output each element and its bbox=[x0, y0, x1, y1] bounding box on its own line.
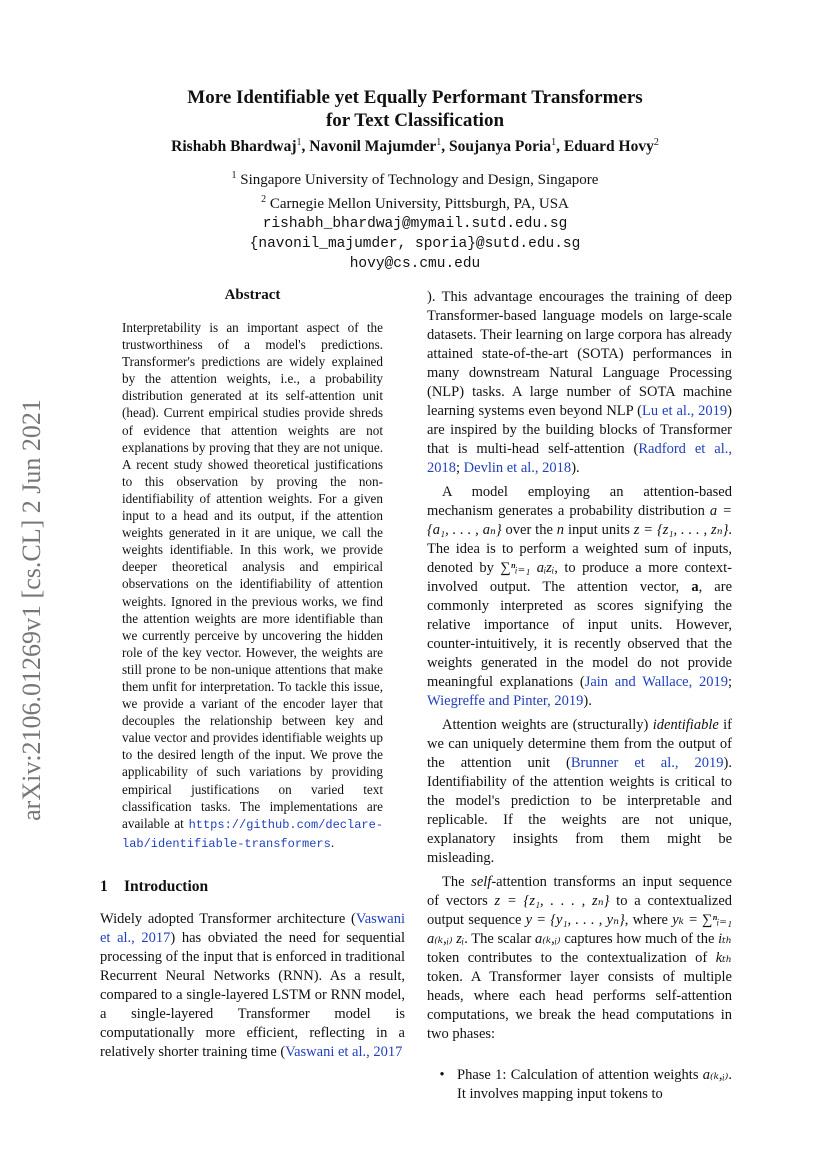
citation-link[interactable]: Jain and Wallace, 2019 bbox=[584, 674, 728, 690]
section-title: Introduction bbox=[124, 877, 209, 895]
bullet-text bbox=[457, 1066, 732, 1104]
affiliation-line bbox=[120, 190, 710, 214]
affiliation-text: Singapore University of Technology and Design, Singapore bbox=[240, 172, 599, 188]
intro-paragraph-3 bbox=[427, 716, 732, 868]
math-inline: z = {z₁, . . . , zₙ} bbox=[633, 522, 729, 538]
math-inline: yₖ = ∑ⁿᵢ₌₁ a₍ₖ,ᵢ₎ zᵢ bbox=[427, 912, 733, 947]
math-inline: a = {a₁, . . . , aₙ} bbox=[427, 503, 732, 538]
affiliation-line bbox=[120, 166, 710, 190]
author-affil-mark: 1 bbox=[436, 137, 442, 148]
text: ) are inspired by the building blocks of Transformer that is multi-head self-attention ( bbox=[427, 403, 732, 457]
math-inline: a₍ₖ,ᵢ₎ bbox=[702, 1067, 729, 1083]
text: . It involves mapping input tokens to bbox=[457, 1067, 732, 1102]
bullet-icon: • bbox=[439, 1067, 445, 1083]
text: ). bbox=[571, 460, 580, 476]
paper-title bbox=[120, 86, 710, 132]
math-inline: kₜₕ bbox=[715, 950, 732, 966]
author-name: Soujanya Poria bbox=[449, 138, 552, 156]
citation-link[interactable]: Vaswani et al., 2017 bbox=[285, 1043, 403, 1060]
math-inline: z = {z₁, . . . , zₙ} bbox=[494, 893, 610, 909]
text: , are commonly interpreted as scores signifying the relative importance of input units. However, counter-intuitively, it is recently observed that the weights generated in the model do not provide meaningful explanations ( bbox=[427, 579, 733, 690]
citation-link[interactable]: Lu et al., 2019 bbox=[641, 403, 728, 419]
section-number: 1 bbox=[100, 877, 108, 895]
title-line-2: for Text Classification bbox=[325, 110, 505, 131]
text: , to produce a more context-involved output. The attention vector, bbox=[427, 560, 732, 595]
emphasis: identifiable bbox=[652, 717, 719, 733]
affiliation-text: Carnegie Mellon University, Pittsburgh, PA, USA bbox=[269, 196, 569, 212]
citation-link[interactable]: Devlin et al., 2018 bbox=[463, 460, 572, 476]
code-repository-link[interactable]: https://github.com/declare-lab/identifiable-transformers bbox=[122, 817, 384, 851]
text: ). Identifiability of the attention weights is critical to the model's prediction to be interpretable and replicable. If the weights are not unique, explanatory insights from them might be misleading. bbox=[427, 755, 732, 866]
text: ). bbox=[583, 693, 592, 709]
author-affil-mark: 1 bbox=[551, 137, 557, 148]
text: Widely adopted Transformer architecture ( bbox=[100, 910, 356, 927]
citation-link[interactable]: Vaswani et al., 2017 bbox=[100, 910, 405, 946]
text: ; bbox=[456, 460, 464, 476]
affiliation-mark: 1 bbox=[231, 170, 237, 181]
math-inline: y = {y₁, . . . , yₙ} bbox=[525, 912, 625, 928]
section-heading-introduction bbox=[100, 877, 405, 896]
text: ). This advantage encourages the training of deep Transformer-based language models on large-scale datasets. Their learning on large corpora has already attained state-of-the-art (SOTA) performances in many downstream Natural Language Processing (NLP) tasks. A large number of SOTA machine learning systems even beyond NLP ( bbox=[427, 289, 732, 419]
intro-paragraph-4 bbox=[427, 873, 732, 1044]
email-line: rishabh_bhardwaj@mymail.sutd.edu.sg bbox=[262, 216, 568, 232]
author-list: Rishabh Bhardwaj$^1$, Navonil Majumder$^1$, Soujanya Poria$^1$, Eduard Hovy$^2$ bbox=[171, 137, 659, 156]
text: to a contextualized output sequence bbox=[427, 893, 733, 928]
author-name: Eduard Hovy bbox=[563, 138, 654, 156]
author-affil-mark: 1 bbox=[296, 137, 302, 148]
math-inline: ∑ⁿᵢ₌₁ aᵢzᵢ bbox=[500, 560, 555, 576]
author-affil-mark: 2 bbox=[653, 137, 659, 148]
text: token contributes to the contextualization of bbox=[427, 950, 716, 966]
intro-paragraph-1-continued bbox=[427, 288, 732, 478]
abstract-heading: Abstract bbox=[224, 287, 281, 303]
intro-paragraph-1 bbox=[100, 910, 405, 1062]
math-inline: a₍ₖ,ᵢ₎ bbox=[535, 931, 561, 947]
text: . The scalar bbox=[464, 931, 536, 947]
arxiv-watermark bbox=[12, 380, 52, 840]
math-inline: n bbox=[556, 522, 565, 538]
text: Phase 1: Calculation of attention weights bbox=[457, 1067, 703, 1083]
title-line-1: More Identifiable yet Equally Performant Transformers bbox=[187, 87, 643, 108]
text: Attention weights are (structurally) bbox=[442, 717, 653, 733]
text: . The idea is to perform a weighted sum of inputs, denoted by bbox=[427, 522, 732, 576]
author-name: Navonil Majumder bbox=[309, 138, 437, 156]
author-name: Rishabh Bhardwaj bbox=[171, 138, 297, 156]
arxiv-watermark-text: arXiv:2106.01269v1 [cs.CL] 2 Jun 2021 bbox=[17, 399, 46, 821]
phase-list-item bbox=[427, 1066, 732, 1104]
abstract-end: . bbox=[330, 834, 335, 850]
emphasis: self bbox=[471, 874, 492, 890]
left-column bbox=[100, 286, 405, 1062]
intro-paragraph-2 bbox=[427, 483, 732, 711]
math-inline: iₜₕ bbox=[718, 931, 732, 947]
text: , where bbox=[624, 912, 673, 928]
math-inline: a bbox=[691, 579, 699, 595]
text: over the bbox=[501, 522, 557, 538]
text: if we can uniquely determine them from the output of the attention unit ( bbox=[427, 717, 733, 771]
text: token. A Transformer layer consists of multiple heads, where each head performs self-attention computations, we break the head computations in two phases: bbox=[427, 969, 732, 1042]
text: input units bbox=[564, 522, 634, 538]
text: The bbox=[442, 874, 472, 890]
text: ; bbox=[727, 674, 732, 690]
text: -attention transforms an input sequence of vectors bbox=[427, 874, 732, 909]
affiliations bbox=[120, 166, 710, 274]
abstract-text: Interpretability is an important aspect of the trustworthiness of a model's predictions. Transformer's predictions are widely explained by the attention weights, i.e., a probability distribution generated at its self-attention unit (head). Current empirical studies provide shreds of evidence that attention weights are not explanations by proving that they are not unique. A recent study showed theoretical justifications to this observation by proving the non-identifiability of attention weights. For a given input to a head and its output, if the attention weights generated in it are unique, we call the weights identifiable. In this work, we provide deeper theoretical analysis and empirical observations on the identifiability of attention weights. Ignored in the previous works, we find the attention weights are more identifiable than we currently perceive by uncovering the hidden role of the key vector. However, the weights are still prone to be non-unique attentions that make them unfit for interpretation. To tackle this issue, we provide a variant of the encoder layer that decouples the relationship between key and value vector and provides identifiable weights up to the desired length of the input. We prove the applicability of such variations by providing empirical justifications on varied text classification tasks. The implementations are available at bbox=[122, 320, 383, 831]
email-line: hovy@cs.cmu.edu bbox=[349, 256, 481, 272]
citation-link[interactable]: Brunner et al., 2019 bbox=[570, 755, 724, 771]
text: ) has obviated the need for sequential processing of the input that is enforced in traditional Recurrent Neural Networks (RNN). As a result, compared to a single-layered LSTM or RNN model, a single-layered Transformer model is computationally more efficient, reflecting in a relatively shorter training time ( bbox=[100, 929, 405, 1060]
citation-link[interactable]: Wiegreffe and Pinter, 2019 bbox=[427, 693, 584, 709]
affiliation-mark: 2 bbox=[261, 194, 267, 205]
citation-link[interactable]: Radford et al., 2018 bbox=[427, 441, 732, 476]
text: A model employing an attention-based mechanism generates a probability distribution bbox=[427, 484, 732, 519]
text: captures how much of the bbox=[560, 931, 719, 947]
email-line: {navonil_majumder, sporia}@sutd.edu.sg bbox=[249, 236, 581, 252]
abstract-body bbox=[122, 319, 383, 853]
right-column bbox=[427, 288, 732, 1104]
